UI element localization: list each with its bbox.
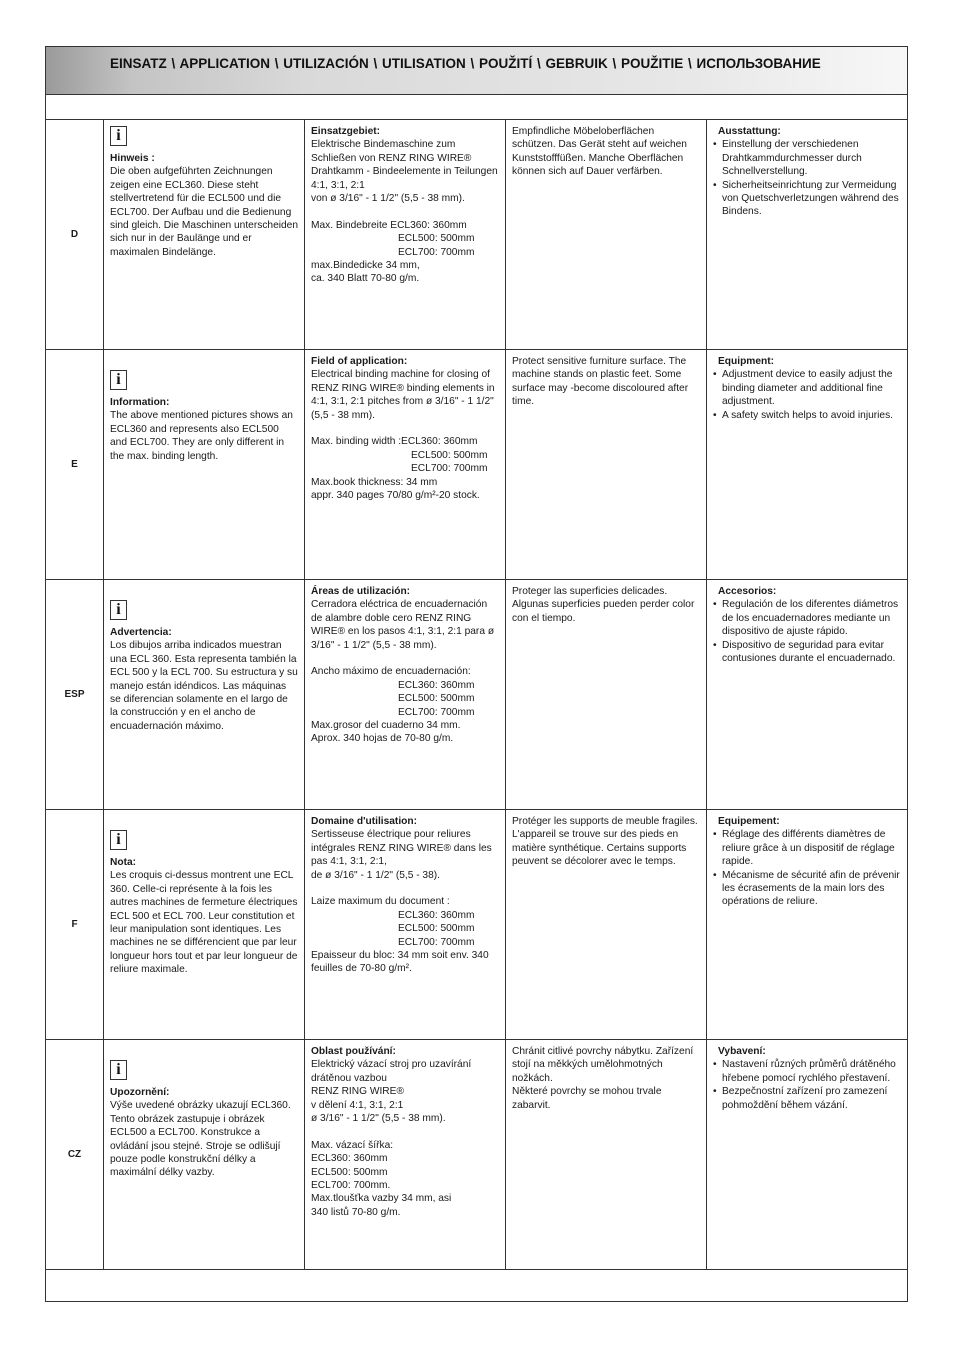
equipment-item: • Dispositivo de seguridad para evitar contusiones durante el encuadernado. — [713, 639, 902, 666]
care-cell — [506, 120, 707, 349]
equipment-item: • Sicherheitseinrichtung zur Vermeidung von Quetschverletzungen während des Bindens. — [713, 179, 902, 219]
language-code: F — [46, 810, 104, 1039]
note-title: Information: — [110, 397, 170, 408]
application-text: Sertisseuse électrique pour reliures intégrales RENZ RING WIRE® dans les pas 4:1, 3:1, 2:1, de ø 3/16" - 1 1/2" (5,5 - 38). — [311, 829, 492, 881]
note-cell — [104, 810, 305, 1039]
binding-width-value: ECL500: 500mm — [411, 449, 488, 461]
equipment-title: Vybavení: — [718, 1046, 766, 1057]
equipment-cell — [707, 1040, 908, 1269]
care-text: Empfindliche Möbeloberflächen schützen. Das Gerät steht auf weichen Kunststofffüßen. Manche Oberflächen können sich auf Dauer verfärben. — [512, 126, 687, 178]
application-text: Cerradora eléctrica de encuadernación de alambre doble cero RENZ RING WIRE® en los pasos 4:1, 3:1, 2:1 para ø 3/16" - 1 1/2" (5,5 - 38 mm). — [311, 599, 495, 651]
equipment-item: • A safety switch helps to avoid injuries. — [713, 409, 902, 422]
equipment-item: • Réglage des différents diamètres de reliure grâce à un dispositif de réglage rapide. — [713, 828, 902, 868]
equipment-item: • Bezpečnostní zařízení pro zamezení pohmoždění během vázání. — [713, 1085, 902, 1112]
info-icon: i — [110, 126, 127, 146]
application-title: Einsatzgebiet: — [311, 126, 381, 137]
care-text: Proteger las superficies delicades. Algunas superficies pueden perder color con el tiempo. — [512, 586, 695, 624]
application-tail: max.Bindedicke 34 mm, ca. 340 Blatt 70-80 g/m. — [311, 260, 420, 285]
note-text: Los dibujos arriba indicados muestran una ECL 360. Esta representa también la ECL 500 y la ECL 700. Su estructura y su manejo están idéndicos. Las máquinas se diferencian solamente en el largo de la construcción y en el ancho de encuadernación máximo. — [110, 640, 298, 732]
equipment-cell — [707, 580, 908, 809]
equipment-title: Accesorios: — [718, 586, 777, 597]
care-text: Protéger les supports de meuble fragiles. L'appareil se trouve sur des pieds en matière synthétique. Certains supports peuvent se décolorer avec le temps. — [512, 816, 698, 868]
application-tail: Max.grosor del cuaderno 34 mm. Aprox. 340 hojas de 70-80 g/m. — [311, 720, 461, 745]
binding-width-value: ECL700: 700mm — [411, 463, 488, 475]
footer-row — [46, 1270, 907, 1302]
application-cell — [305, 350, 506, 579]
note-text: Les croquis ci-dessus montrent une ECL 360. Celle-ci représente à la fois les autres machines de fermeture électriques ECL 500 et ECL 700. Leur constitution et leur manipulation sont identiques. Les machines ne se différencient que par leur longueur hors tout et par leur longueur de reliure maximale. — [110, 870, 298, 976]
equipment-item: • Einstellung der verschiedenen Drahtkammdurchmesser durch Schnellverstellung. — [713, 138, 902, 178]
binding-width-value: ECL500: 500mm — [398, 693, 475, 705]
application-title: Oblast používání: — [311, 1046, 396, 1057]
equipment-title: Equipement: — [718, 816, 780, 827]
note-title: Advertencia: — [110, 627, 172, 638]
application-text: Elektrický vázací stroj pro uzavírání drátěnou vazbou RENZ RING WIRE® v dělení 4:1, 3:1, 2:1 ø 3/16" - 1 1/2" (5,5 - 38 mm). — [311, 1059, 472, 1125]
language-code: E — [46, 350, 104, 579]
care-cell — [506, 810, 707, 1039]
note-cell — [104, 120, 305, 349]
note-cell — [104, 1040, 305, 1269]
note-text: Výše uvedené obrázky ukazují ECL360. Tento obrázek zastupuje i obrázek ECL500 a ECL700. Konstrukce a ovládání jsou stejné. Stroje se odlišují pouze podle konstrukční délky a maximální délky vazby. — [110, 1100, 291, 1179]
application-tail: Max.book thickness: 34 mm appr. 340 pages 70/80 g/m²-20 stock. — [311, 476, 480, 502]
table-row-f — [46, 810, 907, 1040]
note-text: Die oben aufgeführten Zeichnungen zeigen eine ECL360. Diese steht stellvertretend für die ECL500 und die ECL700. Der Aufbau und die Bedienung sind gleich. Die Maschinen unterscheiden sich nur in der Baulänge und er maximalen Bindelänge. — [110, 166, 299, 258]
care-cell — [506, 580, 707, 809]
care-cell — [506, 1040, 707, 1269]
equipment-item: • Adjustment device to easily adjust the binding diameter and additional fine adjustment. — [713, 368, 902, 408]
binding-width-label: Max. vázací šířka: — [311, 1139, 394, 1151]
page-frame — [45, 46, 908, 1302]
info-icon: i — [110, 600, 127, 620]
application-title: Domaine d'utilisation: — [311, 816, 417, 827]
info-icon: i — [110, 830, 127, 850]
application-cell — [305, 120, 506, 349]
note-cell — [104, 580, 305, 809]
binding-width-value: ECL500: 500mm — [398, 923, 475, 935]
application-text: Elektrische Bindemaschine zum Schließen von RENZ RING WIRE® Drahtkamm - Bindeelemente in Teilungen 4:1, 3:1, 2:1 von ø 3/16" - 1 1/2" (5,5 - 38 mm). — [311, 139, 498, 205]
care-text: Protect sensitive furniture surface. The machine stands on plastic feet. Some surface may -become discoloured after time. — [512, 356, 689, 408]
application-cell — [305, 810, 506, 1039]
application-tail: Max.tloušťka vazby 34 mm, asi 340 listů 70-80 g/m. — [311, 1193, 452, 1218]
equipment-title: Equipment: — [718, 356, 775, 367]
application-title: Field of application: — [311, 356, 408, 367]
note-cell — [104, 350, 305, 579]
info-icon: i — [110, 370, 127, 390]
binding-width-label: Max. Bindebreite ECL360: 360mm — [311, 219, 467, 231]
equipment-cell — [707, 120, 908, 349]
application-cell — [305, 1040, 506, 1269]
note-title: Nota: — [110, 857, 137, 868]
application-title: Áreas de utilización: — [311, 586, 411, 597]
care-cell — [506, 350, 707, 579]
language-code: CZ — [46, 1040, 104, 1269]
binding-width-value: ECL700: 700mm. — [311, 1180, 391, 1192]
language-code: D — [46, 120, 104, 349]
binding-width-value: ECL700: 700mm — [398, 936, 475, 948]
equipment-item: • Regulación de los diferentes diámetros de los encuadernadores mediante un dispositivo de ajuste rápido. — [713, 598, 902, 638]
binding-width-value: ECL500: 500mm — [311, 1166, 388, 1178]
application-text: Electrical binding machine for closing of RENZ RING WIRE® binding elements in 4:1, 3:1, 2:1 pitches from ø 3/16" - 1 1/2" (5,5 - 38 mm). — [311, 369, 495, 421]
binding-width-label: Laize maximum du document : — [311, 896, 450, 908]
section-title: EINSATZ \ APPLICATION \ UTILIZACIÓN \ UTILISATION \ POUŽITÍ \ GEBRUIK \ POUŽITIE \ ИСПОЛЬЗОВАНИЕ — [110, 56, 821, 71]
table-row-cz — [46, 1040, 907, 1270]
section-header — [46, 47, 907, 95]
equipment-title: Ausstattung: — [718, 126, 781, 137]
equipment-cell — [707, 810, 908, 1039]
language-code: ESP — [46, 580, 104, 809]
binding-width-value: ECL500: 500mm — [398, 233, 475, 245]
note-title: Upozornění: — [110, 1087, 170, 1098]
language-table — [46, 119, 907, 1302]
care-text: Chránit citlivé povrchy nábytku. Zařízení stojí na měkkých umělohmotných nožkách. Některé povrchy se mohou trvale zabarvit. — [512, 1046, 694, 1111]
binding-width-value: ECL360: 360mm — [311, 1153, 388, 1165]
application-cell — [305, 580, 506, 809]
info-icon: i — [110, 1060, 127, 1080]
binding-width-label: Max. binding width :ECL360: 360mm — [311, 436, 478, 448]
equipment-item: • Mécanisme de sécurité afin de prévenir les écrasements de la main lors des opérations de reliure. — [713, 869, 902, 909]
equipment-cell — [707, 350, 908, 579]
note-text: The above mentioned pictures shows an ECL360 and represents also ECL500 and ECL700. They are only different in the max. binding length. — [110, 410, 293, 462]
binding-width-label: Ancho máximo de encuadernación: — [311, 666, 471, 678]
binding-width-value: ECL360: 360mm — [398, 909, 475, 921]
equipment-item: • Nastavení různých průměrů drátěného hřebene pomocí rychlého přestavení. — [713, 1058, 902, 1085]
binding-width-value: ECL360: 360mm — [398, 679, 475, 691]
table-row-d — [46, 120, 907, 350]
note-title: Hinweis : — [110, 153, 155, 164]
table-row-e — [46, 350, 907, 580]
table-row-esp — [46, 580, 907, 810]
binding-width-value: ECL700: 700mm — [398, 246, 475, 258]
binding-width-value: ECL700: 700mm — [398, 706, 475, 718]
application-tail: Epaisseur du bloc: 34 mm soit env. 340 feuilles de 70-80 g/m². — [311, 950, 489, 975]
